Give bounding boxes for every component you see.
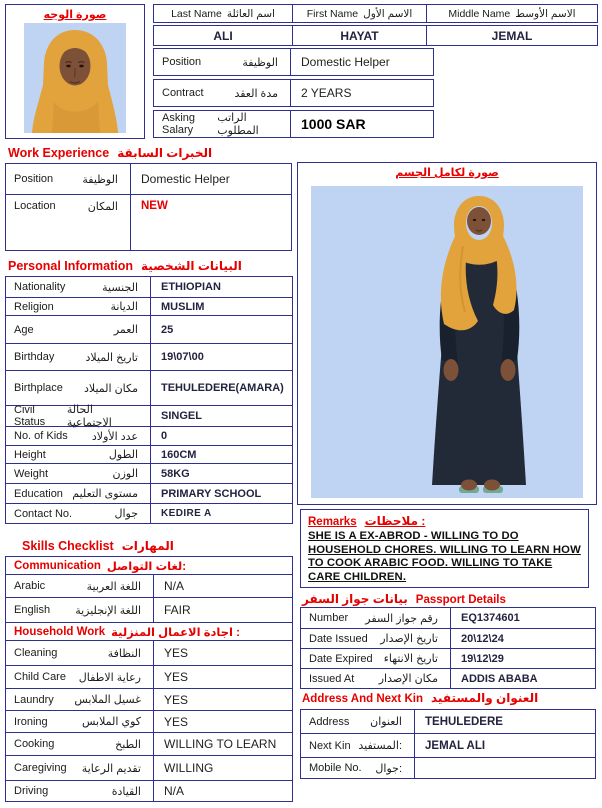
- address-value: TEHULEDERE: [425, 715, 503, 728]
- household-work-section-header: Household Work اجادة الاعمال المنزلية :: [6, 622, 292, 640]
- personal-information-heading: Personal Information البيانات الشخصية: [8, 259, 242, 273]
- face-photo-label: صورة الوجه: [43, 9, 107, 21]
- row-age: Age العمر 25: [6, 315, 292, 343]
- row-contact-no: Contact No. جوال KEDIRE A: [6, 503, 292, 523]
- row-address: Address العنوان TEHULEDERE: [301, 710, 595, 733]
- name-value-row: [153, 25, 598, 46]
- work-experience-table: [5, 163, 292, 251]
- middle-name-header: Middle Name الاسم الأوسط: [448, 7, 576, 20]
- middle-name-value: JEMAL: [491, 28, 533, 43]
- issued-at-value: ADDIS ABABA: [461, 672, 538, 685]
- child-care-value: YES: [164, 670, 189, 684]
- row-mobile-no: Mobile No. جوال:: [301, 757, 595, 778]
- name-table: [153, 4, 598, 46]
- date-issued-value: 20\12\24: [461, 632, 504, 645]
- communication-section-header: Communication لغات التواصل:: [14, 559, 187, 573]
- we-location-value: NEW: [141, 200, 168, 212]
- position-label: Position الوظيفة: [154, 49, 291, 75]
- row-education: Education مستوى التعليم PRIMARY SCHOOL: [6, 483, 292, 503]
- last-name-value: ALI: [154, 26, 293, 45]
- address-next-kin-heading: Address And Next Kin العنوان والمستفيد: [302, 691, 539, 705]
- face-photo-box: [5, 4, 145, 139]
- row-birthplace: Birthplace مكان الميلاد TEHULEDERE(AMARA): [6, 370, 292, 405]
- row-birthday: Birthday تاريخ الميلاد 19\07\00: [6, 343, 292, 370]
- first-name-header: First Name الاسم الأول: [293, 5, 427, 22]
- row-caregiving: Caregiving تقديم الرعاية WILLING: [6, 755, 292, 780]
- row-issued-at: Issued At مكان الإصدار ADDIS ABABA: [301, 668, 595, 688]
- name-header-row: [153, 4, 598, 23]
- row-child-care: Child Care رعاية الاطفال YES: [6, 665, 292, 688]
- row-arabic: Arabic اللغة العربية N/A: [6, 574, 292, 597]
- row-religion: Religion الديانة MUSLIM: [6, 297, 292, 315]
- we-position-label: Position الوظيفة: [6, 164, 131, 194]
- remarks-box: [300, 509, 589, 588]
- passport-number-value: EQ1374601: [461, 612, 520, 624]
- driving-value: N/A: [164, 784, 185, 798]
- age-value: 25: [161, 323, 174, 336]
- ironing-value: YES: [164, 714, 189, 729]
- row-contract: [153, 79, 434, 107]
- row-asking-salary: [153, 110, 434, 138]
- row-laundry: Laundry غسيل الملابس YES: [6, 688, 292, 710]
- face-photo: [24, 23, 126, 133]
- personal-information-table: [5, 276, 293, 524]
- work-experience-heading: Work Experience الخبرات السابقة: [8, 146, 213, 160]
- row-no-of-kids: No. of Kids عدد الأولاد 0: [6, 426, 292, 445]
- row-cooking: Cooking الطبخ WILLING TO LEARN: [6, 732, 292, 755]
- height-value: 160CM: [161, 448, 197, 461]
- laundry-value: YES: [164, 692, 189, 707]
- row-civil-status: Civil Status الحالة الاجتماعية SINGEL: [6, 405, 292, 426]
- civil-status-value: SINGEL: [161, 410, 202, 422]
- birthday-value: 19\07\00: [161, 351, 204, 363]
- next-kin-value: JEMAL ALI: [425, 739, 486, 752]
- row-next-kin: Next Kin المستفيد: JEMAL ALI: [301, 733, 595, 757]
- arabic-value: N/A: [164, 579, 185, 593]
- address-next-kin-table: [300, 709, 596, 779]
- row-position: [153, 48, 434, 76]
- row-date-issued: Date Issued تاريخ الإصدار 20\12\24: [301, 628, 595, 648]
- passport-details-heading: بيانات جواز السفر Passport Details: [302, 592, 506, 606]
- row-we-location: [6, 194, 291, 250]
- first-name-value: HAYAT: [293, 26, 427, 45]
- no-of-kids-value: 0: [161, 430, 168, 442]
- row-nationality: Nationality الجنسية ETHIOPIAN: [6, 277, 292, 297]
- we-position-value: Domestic Helper: [141, 172, 230, 186]
- row-height: Height الطول 160CM: [6, 445, 292, 463]
- we-location-label: Location المكان: [6, 195, 131, 250]
- skills-checklist-heading: Skills Checklist المهارات: [22, 539, 174, 553]
- body-photo-box: [297, 162, 597, 505]
- position-value: Domestic Helper: [301, 55, 390, 69]
- education-value: PRIMARY SCHOOL: [161, 487, 262, 500]
- last-name-header: Last Name اسم العائلة: [154, 5, 293, 22]
- row-we-position: [6, 164, 291, 194]
- cooking-value: WILLING TO LEARN: [164, 737, 277, 751]
- row-driving: Driving القيادة N/A: [6, 780, 292, 801]
- contact-no-value: KEDIRE A: [161, 508, 212, 519]
- row-english: English اللغة الإنجليزية FAIR: [6, 597, 292, 622]
- row-cleaning: Cleaning النظافة YES: [6, 640, 292, 665]
- date-expired-value: 19\12\29: [461, 652, 504, 665]
- row-date-expired: Date Expired تاريخ الانتهاء 19\12\29: [301, 648, 595, 668]
- row-ironing: Ironing كوي الملابس YES: [6, 710, 292, 732]
- body-photo-label: صورة لكامل الجسم: [395, 167, 499, 179]
- passport-details-table: [300, 607, 596, 689]
- asking-salary-label: Asking Salary الراتب المطلوب: [154, 111, 291, 137]
- skills-checklist-table: [5, 556, 293, 802]
- row-passport-number: Number رقم جواز السفر EQ1374601: [301, 608, 595, 628]
- caregiving-value: WILLING: [164, 761, 214, 775]
- birthplace-value: TEHULEDERE(AMARA): [161, 382, 284, 394]
- nationality-value: ETHIOPIAN: [161, 281, 221, 293]
- remarks-heading: Remarks ملاحظات :: [308, 514, 426, 528]
- contract-value: 2 YEARS: [301, 86, 352, 100]
- english-value: FAIR: [164, 603, 191, 617]
- remarks-text: SHE IS A EX-ABROD - WILLING TO DO HOUSEHOLD CHORES. WILLING TO LEARN HOW TO COOK ARABIC FOOD. WILLING TO TAKE CARE CHILDREN.: [308, 530, 581, 583]
- row-weight: Weight الوزن 58KG: [6, 463, 292, 483]
- cleaning-value: YES: [164, 646, 189, 660]
- asking-salary-value: 1000 SAR: [301, 116, 366, 132]
- contract-label: Contract مدة العقد: [154, 80, 291, 106]
- weight-value: 58KG: [161, 467, 190, 480]
- body-photo: [311, 186, 583, 498]
- religion-value: MUSLIM: [161, 300, 205, 313]
